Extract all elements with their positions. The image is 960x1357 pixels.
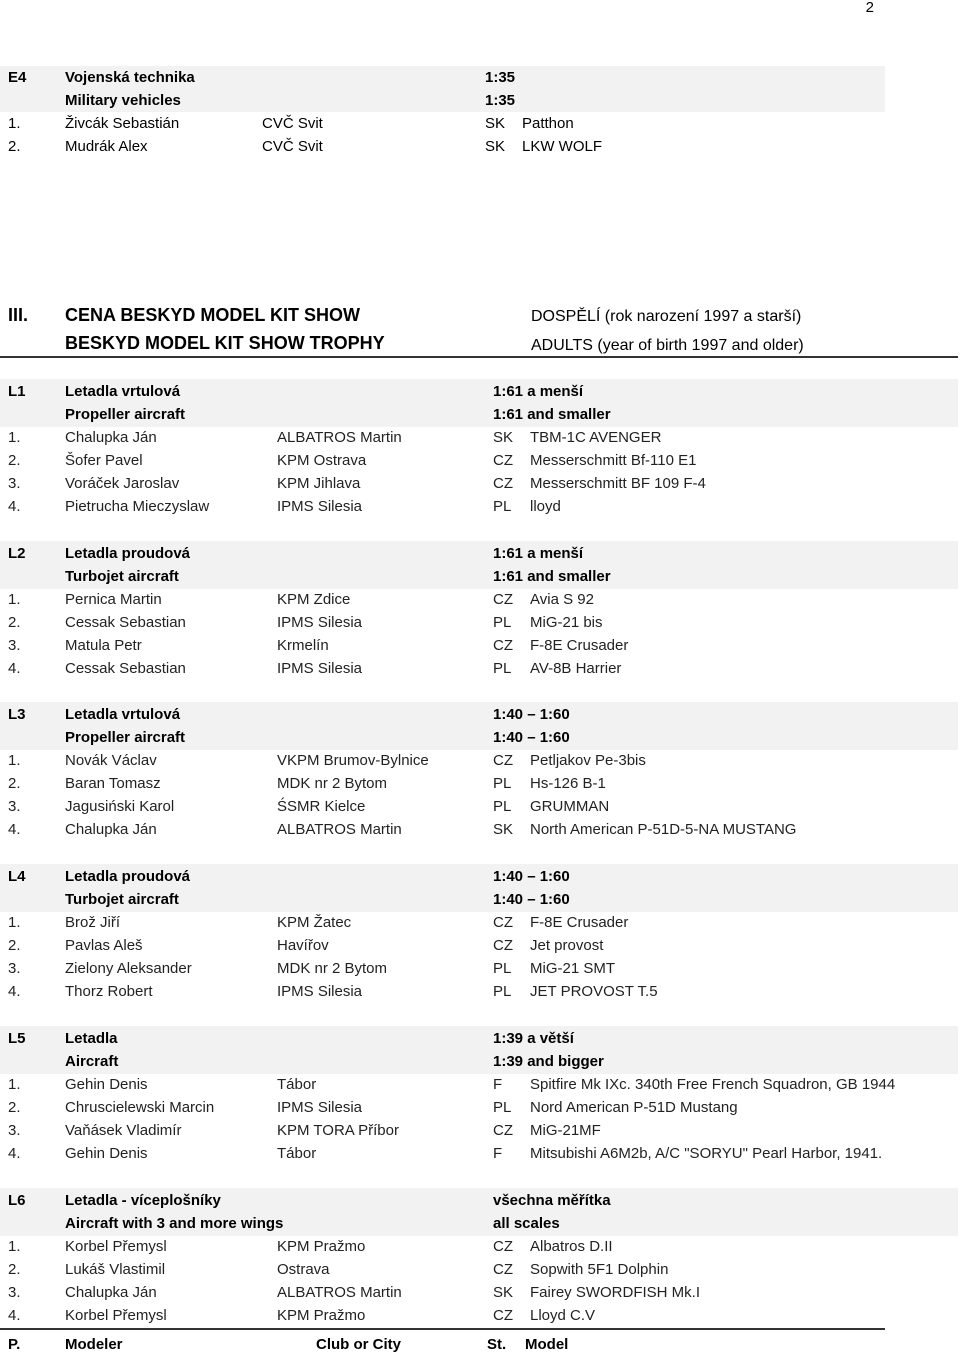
section-title-cz: Letadla vrtulová [65, 383, 181, 400]
result-row-3-model: MiG-21 SMT [530, 960, 616, 978]
category-age-cz: DOSPĚLÍ (rok narození 1997 a starší) [531, 308, 802, 325]
e4-class-code: E4 [8, 69, 27, 86]
result-row-4-club: IPMS Silesia [277, 660, 363, 678]
result-row-4-club: ALBATROS Martin [277, 821, 402, 839]
category-title-en: BESKYD MODEL KIT SHOW TROPHY [65, 333, 385, 353]
result-row-2-pos: 2. [8, 775, 21, 793]
footer-club-label: Club or City [316, 1336, 401, 1353]
section-scale-en: 1:61 and smaller [493, 568, 611, 585]
section-title-cz: Letadla - víceplošníky [65, 1192, 221, 1209]
result-row-1-name: Gehin Denis [65, 1076, 148, 1093]
result-row-1-pos: 1. [8, 752, 21, 769]
result-row-4-pos: 4. [8, 498, 21, 516]
result-row-2-model: Jet provost [530, 937, 604, 955]
result-row-1-model: F-8E Crusader [530, 914, 629, 931]
e4-row-1-pos: 1. [8, 115, 21, 132]
result-row-4-club: Tábor [277, 1145, 317, 1163]
section-code: L4 [8, 868, 26, 885]
result-row-2-model: MiG-21 bis [530, 614, 603, 632]
section-title-en: Aircraft with 3 and more wings [65, 1215, 284, 1232]
result-row-3-st: CZ [493, 475, 513, 493]
section-scale-cz: všechna měřítka [493, 1192, 611, 1209]
result-row-3-model: MiG-21MF [530, 1122, 601, 1140]
result-row-4-st: PL [493, 983, 512, 1001]
result-row-2-model: Nord American P-51D Mustang [530, 1099, 738, 1117]
footer-divider [0, 1328, 885, 1330]
result-row-4-name: Cessak Sebastian [65, 660, 186, 678]
e4-row-2-club: CVČ Svit [262, 138, 323, 155]
result-row-4-model: Lloyd C.V [530, 1307, 596, 1325]
result-row-4-model: AV-8B Harrier [530, 660, 622, 678]
category-age-en: ADULTS (year of birth 1997 and older) [531, 337, 804, 354]
result-row-1-club: KPM Žatec [277, 914, 352, 931]
result-row-2-club: Ostrava [277, 1261, 330, 1279]
result-row-2-pos: 2. [8, 1099, 21, 1117]
result-row-4-st: SK [493, 821, 514, 839]
result-row-3-club: KPM TORA Příbor [277, 1122, 399, 1140]
section-title-cz: Letadla proudová [65, 545, 191, 562]
section-code: L3 [8, 706, 26, 723]
result-row-1-model: Albatros D.II [530, 1238, 613, 1255]
result-row-3-name: Vaňásek Vladimír [65, 1122, 182, 1140]
result-row-3-st: SK [493, 1284, 514, 1302]
result-row-3-pos: 3. [8, 798, 21, 816]
result-row-4-pos: 4. [8, 660, 21, 678]
section-scale-cz: 1:39 a větší [493, 1030, 574, 1047]
result-row-1-pos: 1. [8, 429, 21, 446]
result-row-3-name: Matula Petr [65, 637, 142, 655]
result-row-3-name: Jagusiński Karol [65, 798, 175, 816]
section-code: L5 [8, 1030, 26, 1047]
result-row-1-club: Tábor [277, 1076, 317, 1093]
result-row-2-st: PL [493, 614, 512, 632]
result-row-2-name: Šofer Pavel [65, 452, 143, 470]
result-row-4-st: PL [493, 498, 512, 516]
result-row-2-st: CZ [493, 452, 513, 470]
section-scale-cz: 1:40 – 1:60 [493, 706, 570, 723]
result-row-4-model: lloyd [530, 498, 561, 516]
result-row-2-club: Havířov [277, 937, 329, 955]
result-row-3-club: ALBATROS Martin [277, 1284, 402, 1302]
result-row-3-st: PL [493, 798, 512, 816]
result-row-4-st: PL [493, 660, 512, 678]
section-title-en: Propeller aircraft [65, 406, 186, 423]
result-row-3-pos: 3. [8, 1122, 21, 1140]
result-row-1-st: CZ [493, 591, 513, 608]
result-row-1-club: KPM Pražmo [277, 1238, 366, 1255]
result-row-3-pos: 3. [8, 637, 21, 655]
result-row-2-pos: 2. [8, 452, 21, 470]
result-row-2-st: PL [493, 1099, 512, 1117]
result-row-3-club: KPM Jihlava [277, 475, 361, 493]
result-row-3-club: MDK nr 2 Bytom [277, 960, 388, 978]
result-row-1-name: Pernica Martin [65, 591, 162, 608]
result-row-3-model: Messerschmitt BF 109 F-4 [530, 475, 706, 493]
section-header-band [0, 1026, 958, 1074]
result-row-3-st: PL [493, 960, 512, 978]
result-row-4-name: Korbel Přemysl [65, 1307, 167, 1325]
footer-st-label: St. [487, 1336, 507, 1353]
result-row-1-st: F [493, 1076, 503, 1093]
result-row-1-st: CZ [493, 1238, 513, 1255]
result-row-4-st: CZ [493, 1307, 513, 1325]
result-row-2-club: IPMS Silesia [277, 1099, 363, 1117]
footer-modeler-label: Modeler [65, 1336, 123, 1353]
e4-row-1-club: CVČ Svit [262, 115, 323, 132]
section-scale-en: all scales [493, 1215, 560, 1232]
result-row-4-model: North American P-51D-5-NA MUSTANG [530, 821, 797, 839]
result-row-3-name: Zielony Aleksander [65, 960, 192, 978]
result-row-3-club: ŚSMR Kielce [277, 798, 366, 816]
result-row-1-club: VKPM Brumov-Bylnice [277, 752, 429, 769]
section-scale-cz: 1:61 a menší [493, 383, 584, 400]
result-row-1-name: Novák Václav [65, 752, 157, 769]
e4-row-2-st: SK [485, 138, 506, 155]
section-title-en: Aircraft [65, 1053, 119, 1070]
result-row-3-model: F-8E Crusader [530, 637, 629, 655]
page-number: 2 [865, 0, 874, 16]
result-row-3-club: Krmelín [277, 637, 329, 655]
result-row-4-name: Thorz Robert [65, 983, 153, 1001]
category-divider [0, 356, 958, 358]
result-row-1-st: CZ [493, 914, 513, 931]
result-row-2-club: MDK nr 2 Bytom [277, 775, 388, 793]
result-row-4-name: Gehin Denis [65, 1145, 148, 1163]
result-row-1-club: KPM Zdice [277, 591, 351, 608]
section-scale-en: 1:40 – 1:60 [493, 729, 570, 746]
result-row-4-club: IPMS Silesia [277, 983, 363, 1001]
result-row-2-pos: 2. [8, 937, 21, 955]
category-roman: III. [8, 305, 29, 325]
result-row-1-name: Korbel Přemysl [65, 1238, 167, 1255]
result-row-1-pos: 1. [8, 914, 21, 931]
result-row-1-pos: 1. [8, 591, 21, 608]
result-row-3-st: CZ [493, 637, 513, 655]
result-row-1-model: Petljakov Pe-3bis [530, 752, 646, 769]
result-row-2-name: Pavlas Aleš [65, 937, 143, 955]
footer-model-label: Model [525, 1336, 569, 1353]
section-title-en: Propeller aircraft [65, 729, 186, 746]
section-title-cz: Letadla [65, 1030, 118, 1047]
result-row-3-pos: 3. [8, 960, 21, 978]
result-row-3-name: Voráček Jaroslav [65, 475, 180, 493]
result-row-4-name: Chalupka Ján [65, 821, 157, 839]
result-row-4-club: KPM Pražmo [277, 1307, 366, 1325]
result-row-2-pos: 2. [8, 1261, 21, 1279]
e4-scale-cz: 1:35 [485, 69, 516, 86]
result-row-3-pos: 3. [8, 1284, 21, 1302]
result-row-1-pos: 1. [8, 1238, 21, 1255]
result-row-3-pos: 3. [8, 475, 21, 493]
category-title-cz: CENA BESKYD MODEL KIT SHOW [65, 305, 361, 325]
result-row-2-name: Baran Tomasz [65, 775, 161, 793]
section-code: L1 [8, 383, 26, 400]
result-row-1-club: ALBATROS Martin [277, 429, 402, 446]
e4-row-2-model: LKW WOLF [522, 138, 603, 155]
e4-title-en: Military vehicles [65, 92, 181, 109]
section-scale-cz: 1:40 – 1:60 [493, 868, 570, 885]
e4-row-1-name: Živcák Sebastián [65, 115, 180, 132]
section-scale-en: 1:40 – 1:60 [493, 891, 570, 908]
result-row-2-pos: 2. [8, 614, 21, 632]
result-row-3-st: CZ [493, 1122, 513, 1140]
e4-scale-en: 1:35 [485, 92, 516, 109]
e4-row-1-st: SK [485, 115, 506, 132]
section-scale-en: 1:61 and smaller [493, 406, 611, 423]
result-row-4-club: IPMS Silesia [277, 498, 363, 516]
e4-row-1-model: Patthon [522, 115, 574, 132]
result-row-2-name: Chruscielewski Marcin [65, 1099, 215, 1117]
result-row-2-model: Messerschmitt Bf-110 E1 [530, 452, 697, 470]
section-code: L6 [8, 1192, 26, 1209]
result-row-1-st: SK [493, 429, 514, 446]
result-row-2-club: IPMS Silesia [277, 614, 363, 632]
result-row-2-st: CZ [493, 937, 513, 955]
result-row-1-st: CZ [493, 752, 513, 769]
result-row-1-model: Spitfire Mk IXc. 340th Free French Squadron, GB 1944 [530, 1076, 896, 1093]
result-row-2-model: Sopwith 5F1 Dolphin [530, 1261, 669, 1279]
result-row-2-st: CZ [493, 1261, 513, 1279]
result-row-4-model: JET PROVOST T.5 [530, 983, 658, 1001]
result-row-1-name: Brož Jiří [65, 914, 121, 931]
section-scale-cz: 1:61 a menší [493, 545, 584, 562]
section-title-en: Turbojet aircraft [65, 568, 179, 585]
section-title-cz: Letadla proudová [65, 868, 191, 885]
result-row-1-model: Avia S 92 [530, 591, 594, 608]
section-title-en: Turbojet aircraft [65, 891, 179, 908]
result-row-3-model: Fairey SWORDFISH Mk.I [530, 1284, 701, 1302]
result-row-2-name: Cessak Sebastian [65, 614, 186, 632]
section-scale-en: 1:39 and bigger [493, 1053, 604, 1070]
result-row-4-model: Mitsubishi A6M2b, A/C "SORYU" Pearl Harbor, 1941. [530, 1145, 883, 1163]
result-row-4-pos: 4. [8, 983, 21, 1001]
e4-title-cz: Vojenská technika [65, 69, 195, 86]
e4-row-2-name: Mudrák Alex [65, 138, 148, 155]
result-row-4-pos: 4. [8, 821, 21, 839]
footer-pos-label: P. [8, 1336, 21, 1353]
result-row-3-name: Chalupka Ján [65, 1284, 157, 1302]
result-row-1-pos: 1. [8, 1076, 21, 1093]
result-row-2-st: PL [493, 775, 512, 793]
result-row-2-model: Hs-126 B-1 [530, 775, 606, 793]
section-code: L2 [8, 545, 26, 562]
result-row-1-name: Chalupka Ján [65, 429, 157, 446]
result-row-4-pos: 4. [8, 1307, 21, 1325]
result-row-4-st: F [493, 1145, 503, 1163]
e4-row-2-pos: 2. [8, 138, 21, 155]
result-row-1-model: TBM-1C AVENGER [530, 429, 662, 446]
result-row-3-model: GRUMMAN [530, 798, 610, 816]
result-row-2-club: KPM Ostrava [277, 452, 367, 470]
result-row-4-pos: 4. [8, 1145, 21, 1163]
section-title-cz: Letadla vrtulová [65, 706, 181, 723]
result-row-4-name: Pietrucha Mieczyslaw [65, 498, 210, 516]
result-row-2-name: Lukáš Vlastimil [65, 1261, 166, 1279]
